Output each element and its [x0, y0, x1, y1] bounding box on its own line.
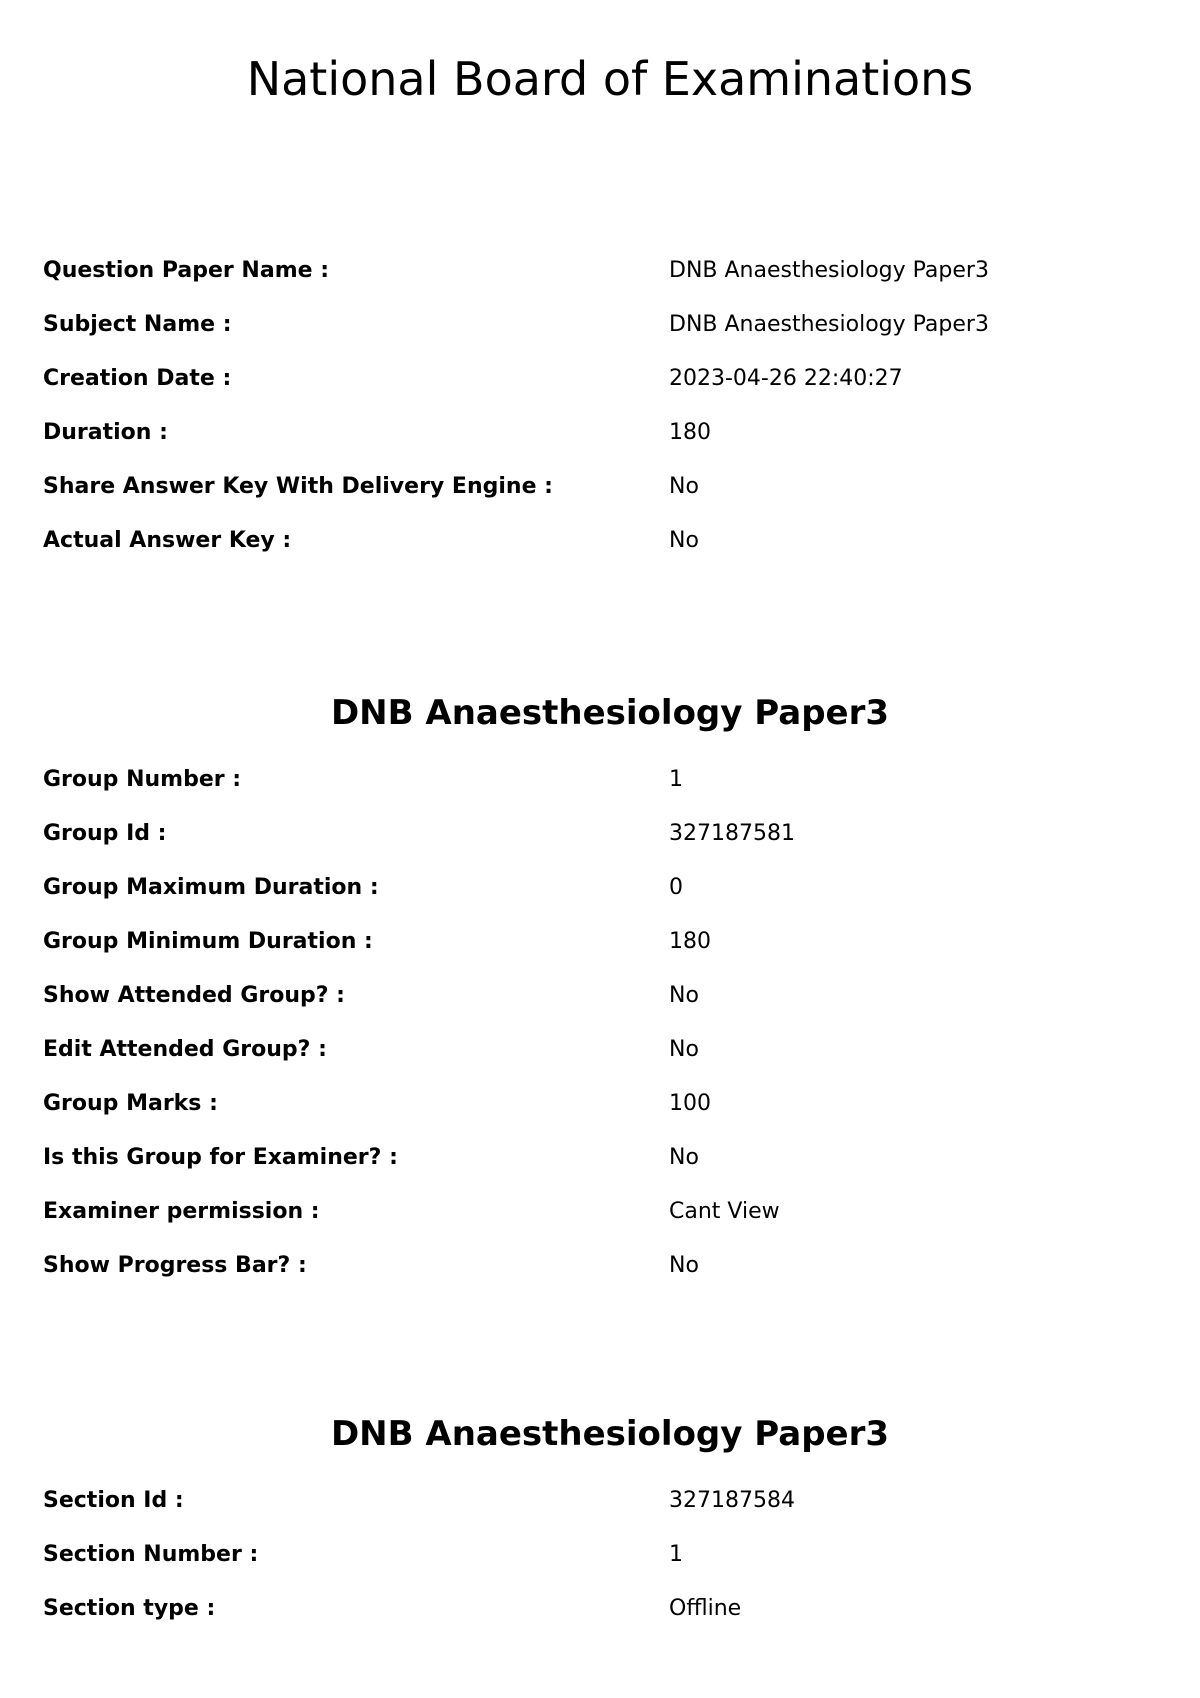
field-label: Show Attended Group? :: [43, 983, 345, 1008]
field-value: No: [669, 983, 699, 1008]
field-label: Group Minimum Duration :: [43, 929, 373, 954]
group-info-row: [43, 927, 1153, 981]
paper-info-row: [43, 364, 1153, 418]
group-info-row: [43, 1089, 1153, 1143]
field-value: 180: [669, 929, 711, 954]
section-info-row: [43, 1540, 1153, 1594]
field-label: Group Id :: [43, 821, 167, 846]
paper-info-row: [43, 256, 1153, 310]
field-label: Section Id :: [43, 1488, 184, 1513]
section-heading: DNB Anaesthesiology Paper3: [330, 1414, 890, 1454]
field-label: Duration :: [43, 420, 168, 445]
field-label: Edit Attended Group? :: [43, 1037, 327, 1062]
paper-info-row: [43, 472, 1153, 526]
group-info-table: [43, 765, 1153, 1305]
field-label: Section type :: [43, 1596, 216, 1621]
paper-info-row: [43, 418, 1153, 472]
group-info-row: [43, 1143, 1153, 1197]
section-info-row: [43, 1594, 1153, 1648]
field-label: Actual Answer Key :: [43, 528, 292, 553]
field-label: Group Marks :: [43, 1091, 218, 1116]
group-info-row: [43, 873, 1153, 927]
page-title: National Board of Examinations: [246, 52, 974, 106]
field-value: 1: [669, 1542, 683, 1567]
section-info-row: [43, 1486, 1153, 1540]
field-value: Offline: [669, 1596, 742, 1621]
field-label: Show Progress Bar? :: [43, 1253, 307, 1278]
group-info-row: [43, 1197, 1153, 1251]
group-info-row: [43, 765, 1153, 819]
group-info-row: [43, 1035, 1153, 1089]
group-heading: DNB Anaesthesiology Paper3: [330, 693, 890, 733]
field-value: No: [669, 528, 699, 553]
field-value: DNB Anaesthesiology Paper3: [669, 312, 989, 337]
field-value: 0: [669, 875, 683, 900]
field-value: No: [669, 1145, 699, 1170]
field-label: Group Maximum Duration :: [43, 875, 379, 900]
field-value: 327187581: [669, 821, 795, 846]
field-label: Group Number :: [43, 767, 242, 792]
field-value: 2023-04-26 22:40:27: [669, 366, 903, 391]
paper-info-row: [43, 310, 1153, 364]
field-label: Question Paper Name :: [43, 258, 329, 283]
paper-info-table: [43, 256, 1153, 580]
field-value: 327187584: [669, 1488, 795, 1513]
field-value: DNB Anaesthesiology Paper3: [669, 258, 989, 283]
field-value: No: [669, 1037, 699, 1062]
field-label: Creation Date :: [43, 366, 232, 391]
field-label: Subject Name :: [43, 312, 232, 337]
section-info-table: [43, 1486, 1153, 1648]
field-label: Examiner permission :: [43, 1199, 320, 1224]
field-value: Cant View: [669, 1199, 780, 1224]
field-label: Section Number :: [43, 1542, 259, 1567]
group-info-row: [43, 819, 1153, 873]
field-label: Is this Group for Examiner? :: [43, 1145, 398, 1170]
field-value: 1: [669, 767, 683, 792]
field-value: No: [669, 1253, 699, 1278]
field-value: 180: [669, 420, 711, 445]
field-value: 100: [669, 1091, 711, 1116]
group-info-row: [43, 981, 1153, 1035]
field-label: Share Answer Key With Delivery Engine :: [43, 474, 553, 499]
paper-info-row: [43, 526, 1153, 580]
group-info-row: [43, 1251, 1153, 1305]
field-value: No: [669, 474, 699, 499]
